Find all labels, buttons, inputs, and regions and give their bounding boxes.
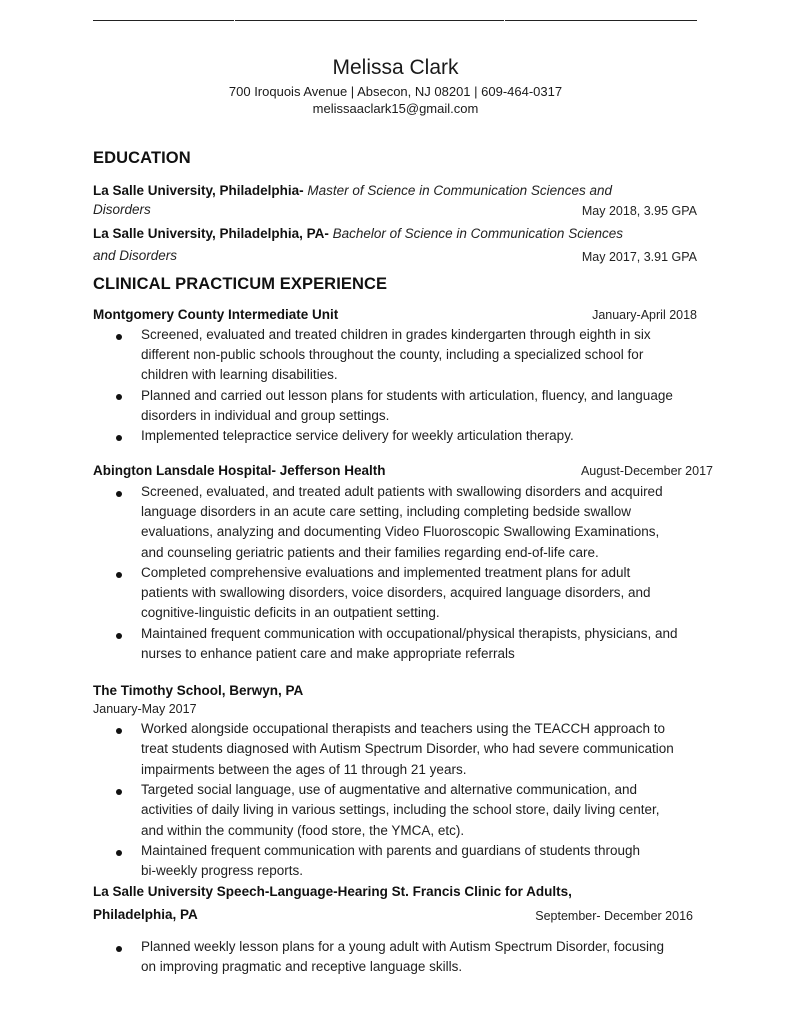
bullet-icon — [116, 394, 122, 400]
bullet-icon — [116, 850, 122, 856]
job-date: January-April 2018 — [592, 308, 697, 322]
job-date: January-May 2017 — [93, 702, 197, 716]
bullet-text: and counseling geriatric patients and their families regarding end-of-life care. — [141, 545, 599, 560]
education-date: May 2018, 3.95 GPA — [581, 204, 697, 218]
job-date: August-December 2017 — [580, 464, 713, 478]
bullet-text: activities of daily living in various settings, including the school store, daily living center, — [141, 802, 660, 817]
bullet-text: nurses to enhance patient care and make appropriate referrals — [141, 646, 515, 661]
bullet-icon — [116, 633, 122, 639]
bullet-text: Completed comprehensive evaluations and implemented treatment plans for adult — [141, 565, 631, 580]
top-divider — [93, 20, 697, 21]
bullet-icon — [116, 572, 122, 578]
education-entry-1 — [93, 183, 612, 198]
degree: Bachelor of Science in Communication Sciences — [332, 226, 623, 241]
bullet-text: impairments between the ages of 11 through 21 years. — [141, 762, 467, 777]
section-title-education: EDUCATION — [93, 149, 191, 167]
job-date: September- December 2016 — [535, 909, 693, 923]
bullet-icon — [116, 946, 122, 952]
job-organization: Abington Lansdale Hospital- Jefferson Health — [93, 463, 386, 478]
bullet-icon — [116, 728, 122, 734]
section-title-experience: CLINICAL PRACTICUM EXPERIENCE — [93, 275, 388, 293]
bullet-icon — [116, 491, 122, 497]
candidate-name: Melissa Clark — [332, 56, 459, 79]
bullet-text: bi-weekly progress reports. — [141, 863, 304, 878]
job-organization: La Salle University Speech-Language-Hearing St. Francis Clinic for Adults, — [93, 884, 572, 899]
bullet-text: different non-public schools throughout the county, including a specialized school for — [141, 347, 644, 362]
bullet-text: Maintained frequent communication with occupational/physical therapists, physicians, and — [141, 626, 678, 641]
bullet-text: disorders in individual and group settings. — [141, 408, 390, 423]
bullet-text: Worked alongside occupational therapists and teachers using the TEACCH approach to — [141, 721, 666, 736]
degree: Master of Science in Communication Sciences and — [307, 183, 612, 198]
bullet-text: treat students diagnosed with Autism Spectrum Disorder, who had severe communication — [141, 741, 674, 756]
job-organization-continued: Philadelphia, PA — [93, 907, 198, 922]
bullet-icon — [116, 435, 122, 441]
job-organization: The Timothy School, Berwyn, PA — [93, 683, 304, 698]
bullet-text: Screened, evaluated and treated children in grades kindergarten through eighth in six — [141, 327, 651, 342]
bullet-text: Screened, evaluated, and treated adult patients with swallowing disorders and acquired — [141, 484, 663, 499]
bullet-icon — [116, 334, 122, 340]
bullet-icon — [116, 789, 122, 795]
bullet-text: language disorders in an acute care setting, including completing bedside swallow — [141, 504, 632, 519]
bullet-text: Planned weekly lesson plans for a young adult with Autism Spectrum Disorder, focusing — [141, 939, 665, 954]
bullet-text: children with learning disabilities. — [141, 367, 338, 382]
bullet-text: Implemented telepractice service delivery for weekly articulation therapy. — [141, 428, 574, 443]
bullet-text: patients with swallowing disorders, voice disorders, acquired language disorders, and — [141, 585, 651, 600]
degree-continued: Disorders — [93, 202, 151, 217]
bullet-text: and within the community (food store, the YMCA, etc). — [141, 823, 465, 838]
bullet-text: cognitive-linguistic deficits in an outpatient setting. — [141, 605, 440, 620]
education-entry-2 — [93, 226, 623, 241]
degree-continued: and Disorders — [93, 248, 178, 263]
school-name: La Salle University, Philadelphia, PA- — [93, 226, 333, 241]
bullet-text: Maintained frequent communication with parents and guardians of students through — [141, 843, 641, 858]
contact-line: 700 Iroquois Avenue | Absecon, NJ 08201 | 609-464-0317 — [228, 84, 563, 99]
bullet-text: on improving pragmatic and receptive language skills. — [141, 959, 463, 974]
email-address: melissaaclark15@gmail.com — [312, 101, 479, 116]
bullet-text: Planned and carried out lesson plans for students with articulation, fluency, and language — [141, 388, 673, 403]
education-date: May 2017, 3.91 GPA — [581, 250, 697, 264]
bullet-text: evaluations, analyzing and documenting Video Fluoroscopic Swallowing Examinations, — [141, 524, 660, 539]
job-organization: Montgomery County Intermediate Unit — [93, 307, 339, 322]
school-name: La Salle University, Philadelphia- — [93, 183, 308, 198]
bullet-text: Targeted social language, use of augmentative and alternative communication, and — [141, 782, 638, 797]
